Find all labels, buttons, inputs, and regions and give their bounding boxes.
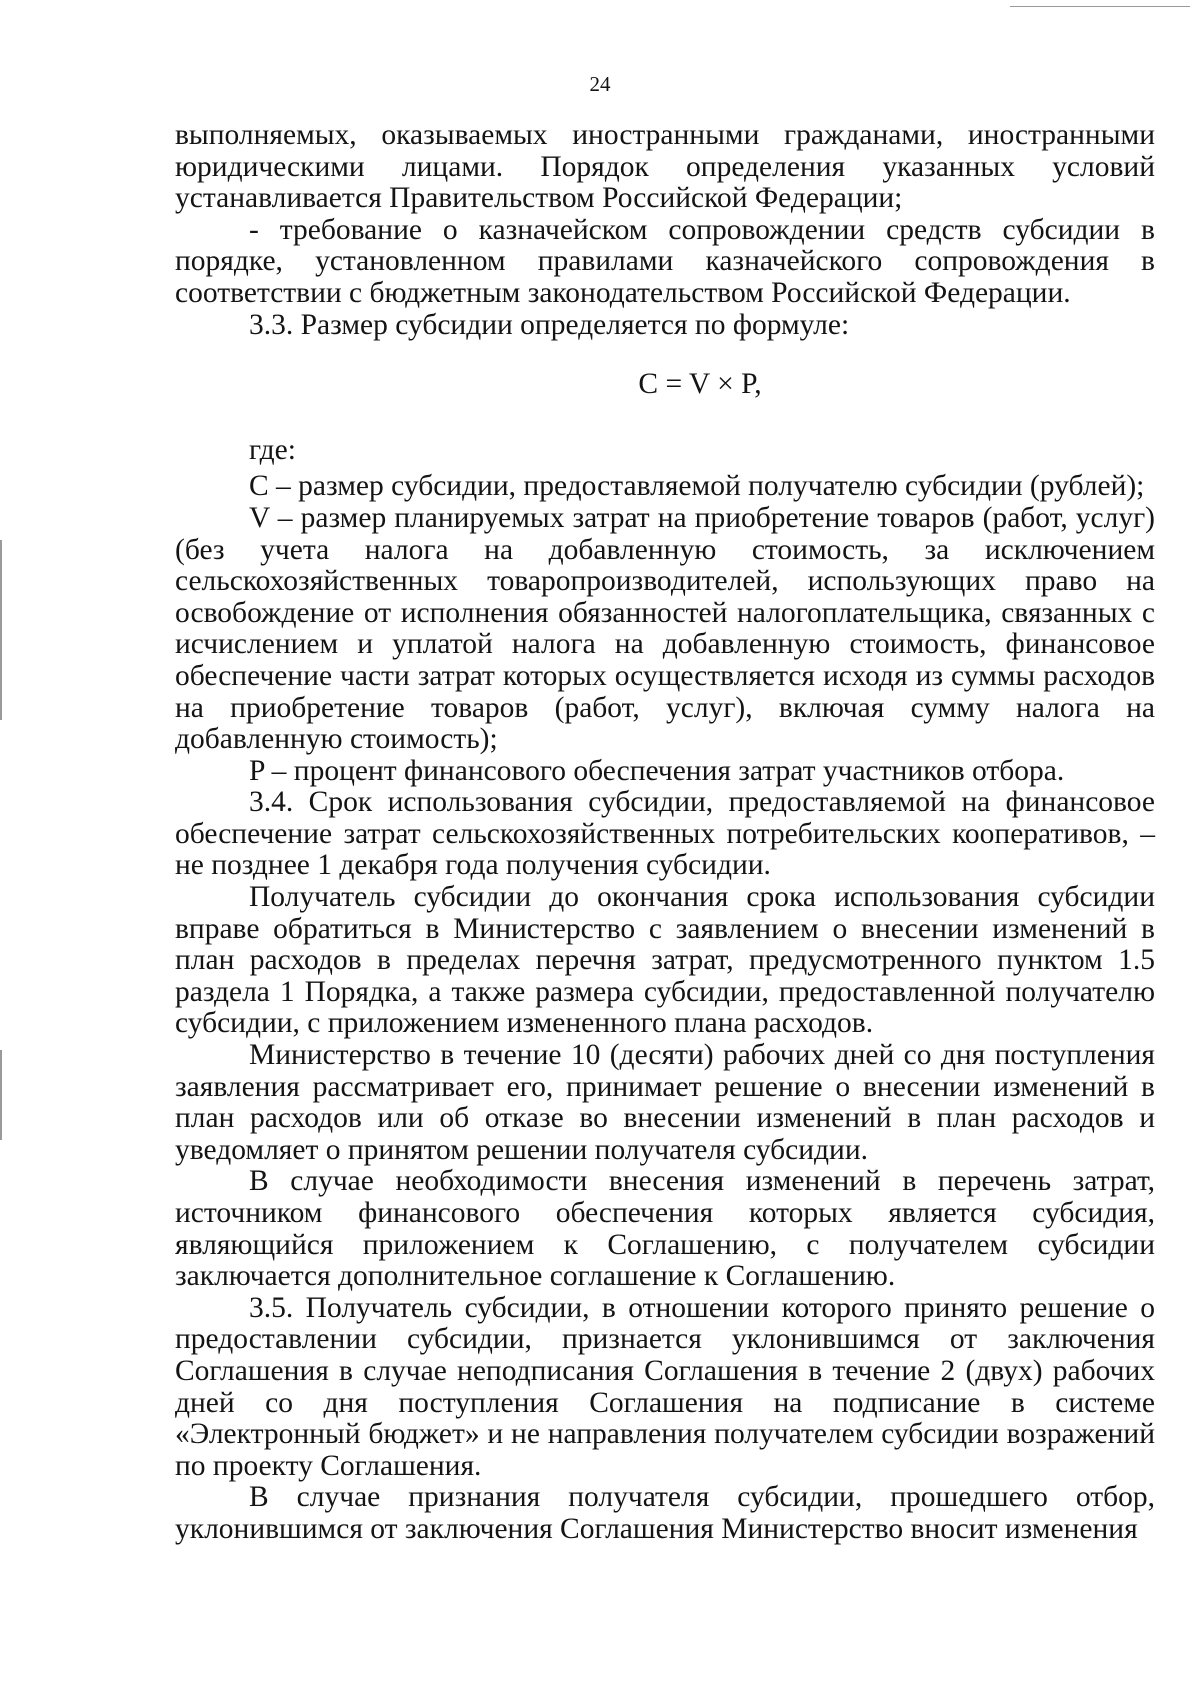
scan-artifact <box>0 540 2 720</box>
page-number: 24 <box>589 72 611 96</box>
definition-p: P – процент финансового обеспечения затрат участников отбора. <box>249 754 1065 787</box>
paragraph: В случае признания получателя субсидии, прошедшего отбор, уклонившимся от заключения Соглашения Министерство вносит изменения <box>175 1481 1155 1545</box>
definition-v: V – размер планируемых затрат на приобретение товаров (работ, услуг) (без учета налога на добавленную стоимость, за исключением сельскохозяйственных товаропроизводителей, использующих право на освобождение от исполнения обязанностей налогоплательщика, связанных с исчислением и уплатой налога на добавленную стоимость, финансовое обеспечение части затрат которых осуществляется исходя из суммы расходов на приобретение товаров (работ, услуг), включая сумму налога на добавленную стоимость); <box>175 501 1155 756</box>
paragraph: выполняемых, оказываемых иностранными гражданами, иностранными юридическими лицами. Порядок определения указанных условий устанавливается Правительством Российской Федерации; <box>175 119 1155 215</box>
paragraph: - требование о казначейском сопровождении средств субсидии в порядке, установленном правилами казначейского сопровождения в соответствии с бюджетным законодательством Российской Федерации. <box>175 213 1155 309</box>
paragraph: где: <box>249 433 296 466</box>
definition-c: C – размер субсидии, предоставляемой получателю субсидии (рублей); <box>249 470 1145 503</box>
paragraph: 3.5. Получатель субсидии, в отношении которого принято решение о предоставлении субсидии, признается уклонившимся от заключения Соглашения в случае неподписания Соглашения в течение 2 (двух) рабочих дней со дня поступления Соглашения на подписание в системе «Электронный бюджет» и не направления получателем субсидии возражений по проекту Соглашения. <box>175 1291 1155 1482</box>
paragraph: 3.3. Размер субсидии определяется по формуле: <box>249 308 850 341</box>
paragraph: 3.4. Срок использования субсидии, предоставляемой на финансовое обеспечение затрат сельскохозяйственных потребительских кооперативов, – не позднее 1 декабря года получения субсидии. <box>175 786 1155 882</box>
document-body <box>175 120 1155 1546</box>
paragraph: Получатель субсидии до окончания срока использования субсидии вправе обратиться в Министерство с заявлением о внесении изменений в план расходов в пределах перечня затрат, предусмотренного пунктом 1.5 раздела 1 Порядка, а также размера субсидии, предоставленной получателю субсидии, с приложением измененного плана расходов. <box>175 881 1155 1040</box>
scan-artifact <box>1010 6 1190 7</box>
paragraph: В случае необходимости внесения изменений в перечень затрат, источником финансового обеспечения которых является субсидия, являющийся приложением к Соглашению, с получателем субсидии заключается дополнительное соглашение к Соглашению. <box>175 1165 1155 1293</box>
paragraph: Министерство в течение 10 (десяти) рабочих дней со дня поступления заявления рассматривает его, принимает решение о внесении изменений в план расходов или об отказе во внесении изменений в план расходов и уведомляет о принятом решении получателя субсидии. <box>175 1039 1155 1166</box>
formula: C = V × P, <box>638 368 762 401</box>
scan-artifact <box>0 1050 2 1140</box>
